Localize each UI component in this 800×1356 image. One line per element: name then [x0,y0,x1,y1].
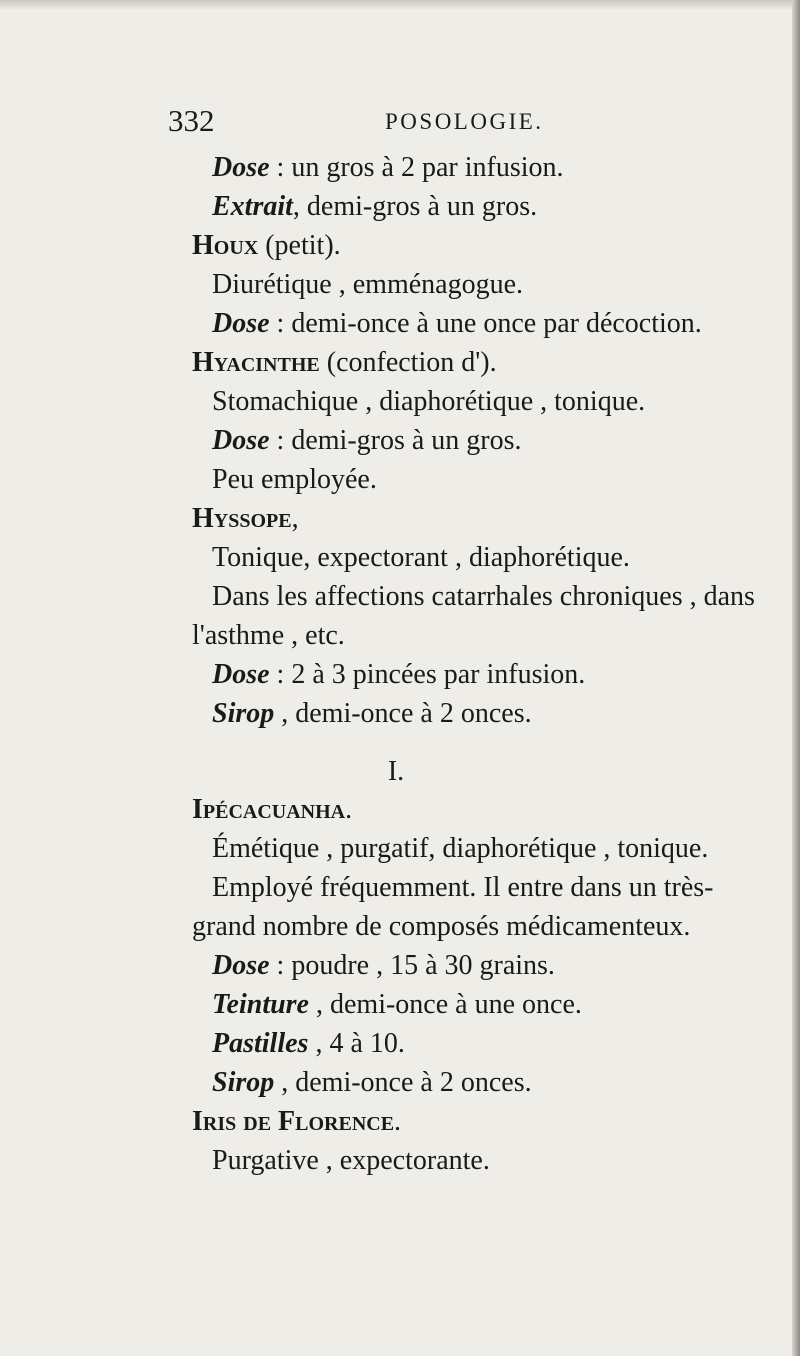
section-letter [0,752,792,792]
line-text: : un gros à 2 par infusion. [269,152,564,183]
text-line [192,907,690,947]
text-line [212,187,537,227]
text-line [212,382,645,422]
entry-heading-line [192,226,341,266]
text-line [212,265,523,305]
line-text: , demi-once à 2 onces. [274,1067,532,1098]
line-text: Purgative , expectorante. [212,1145,490,1176]
entry-heading: Hyssope [192,503,292,534]
line-text: , [291,503,299,534]
entry-label: Pastilles [212,1028,309,1059]
text-line [212,304,702,344]
line-text: , demi-once à une once. [309,989,582,1020]
entry-heading-line [192,499,299,539]
line-text: Tonique, expectorant , diaphorétique. [212,542,630,573]
line-text: grand nombre de composés médicamenteux. [192,911,691,942]
running-title: POSOLOGIE. [385,109,544,134]
line-text: , demi-gros à un gros. [292,191,538,222]
line-text: . [345,794,353,825]
text-line [212,1063,532,1103]
text-line [212,460,377,500]
line-text: Émétique , purgatif, diaphorétique , tonique. [212,833,709,864]
entry-label: Dose [212,950,270,981]
text-line [192,616,345,656]
entry-label: Dose [212,425,270,456]
text-line [212,985,582,1025]
line-text: Peu employée. [212,464,377,495]
entry-label: Extrait [212,191,293,222]
entry-label: Dose [212,152,270,183]
line-text: Dans les affections catarrhales chroniques , dans [212,581,755,612]
text-line [212,421,522,461]
entry-heading-line [192,790,352,830]
page-number: 332 [168,103,215,138]
line-text: l'asthme , etc. [192,620,345,651]
text-line [212,946,555,986]
line-text: , demi-once à 2 onces. [274,698,532,729]
line-text: Diurétique , emménagogue. [212,269,524,300]
page-edge-shadow [792,0,800,1356]
text-line [212,829,708,869]
line-text: : poudre , 15 à 30 grains. [269,950,555,981]
line-text: Employé fréquemment. Il entre dans un très- [212,872,714,903]
text-line [212,538,630,578]
entry-heading-line [192,1102,401,1142]
text-line [212,868,714,908]
line-text: (confection d'). [319,347,497,378]
text-line [212,148,564,188]
entry-heading: Ipécacuanha [192,794,346,825]
line-text: : demi-gros à un gros. [269,425,522,456]
line-text: I. [387,756,405,787]
text-line [212,655,585,695]
line-text: : demi-once à une once par décoction. [269,308,702,339]
text-line [212,1024,405,1064]
entry-label: Dose [212,659,270,690]
entry-label: Sirop [212,698,275,729]
entry-label: Dose [212,308,270,339]
entry-heading: Hyacinthe [192,347,320,378]
text-line [212,694,532,734]
entry-heading-line [192,343,497,383]
line-text: . [394,1106,402,1137]
entry-label: Teinture [212,989,309,1020]
entry-heading: Iris de Florence [192,1106,395,1137]
text-line [212,577,755,617]
line-text: : 2 à 3 pincées par infusion. [269,659,586,690]
entry-label: Sirop [212,1067,275,1098]
line-text: (petit). [258,230,341,261]
text-line [212,1141,490,1181]
line-text: Stomachique , diaphorétique , tonique. [212,386,646,417]
line-text: , 4 à 10. [308,1028,405,1059]
entry-heading: Houx [192,230,259,261]
